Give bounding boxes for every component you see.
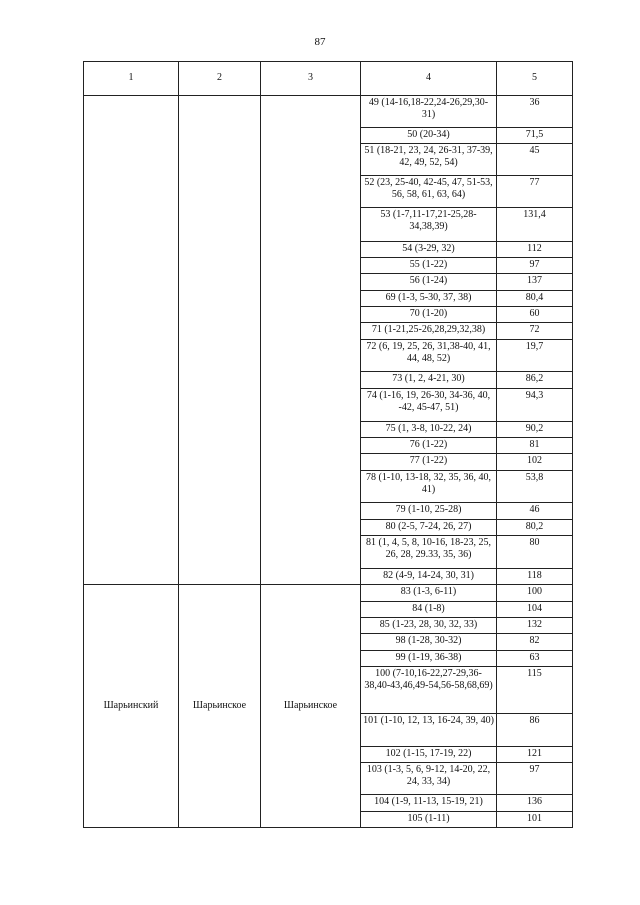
quarter-cell: 49 (14-16,18-22,24-26,29,30-31)	[361, 96, 497, 128]
group-cell-col2: Шарьинское	[179, 585, 261, 828]
quarter-cell: 51 (18-21, 23, 24, 26-31, 37-39, 42, 49, 52, 54)	[361, 144, 497, 176]
group-cell-col3: Шарьинское	[261, 585, 361, 828]
table-row	[84, 585, 573, 602]
page-number: 87	[314, 36, 326, 48]
quarter-cell: 69 (1-3, 5-30, 37, 38)	[361, 291, 497, 307]
group-cell-col1	[84, 96, 179, 585]
value-cell: 46	[497, 503, 573, 520]
data-table	[83, 61, 573, 828]
value-cell: 112	[497, 242, 573, 258]
quarter-cell: 77 (1-22)	[361, 454, 497, 471]
value-cell: 131,4	[497, 208, 573, 242]
quarter-cell: 76 (1-22)	[361, 438, 497, 454]
quarter-cell: 55 (1-22)	[361, 258, 497, 274]
quarter-cell: 80 (2-5, 7-24, 26, 27)	[361, 520, 497, 536]
value-cell: 86	[497, 714, 573, 747]
quarter-cell: 72 (6, 19, 25, 26, 31,38-40, 41, 44, 48, 52)	[361, 340, 497, 372]
quarter-cell: 84 (1-8)	[361, 602, 497, 618]
column-header-3: 3	[261, 62, 361, 96]
group-cell-col2	[179, 96, 261, 585]
quarter-cell: 103 (1-3, 5, 6, 9-12, 14-20, 22, 24, 33, 34)	[361, 763, 497, 795]
group-cell-col1: Шарьинский	[84, 585, 179, 828]
value-cell: 72	[497, 323, 573, 340]
value-cell: 45	[497, 144, 573, 176]
value-cell: 97	[497, 763, 573, 795]
value-cell: 80	[497, 536, 573, 569]
quarter-cell: 54 (3-29, 32)	[361, 242, 497, 258]
quarter-cell: 102 (1-15, 17-19, 22)	[361, 747, 497, 763]
quarter-cell: 53 (1-7,11-17,21-25,28-34,38,39)	[361, 208, 497, 242]
column-header-5: 5	[497, 62, 573, 96]
value-cell: 101	[497, 812, 573, 828]
quarter-cell: 74 (1-16, 19, 26-30, 34-36, 40, -42, 45-47, 51)	[361, 389, 497, 422]
value-cell: 81	[497, 438, 573, 454]
quarter-cell: 104 (1-9, 11-13, 15-19, 21)	[361, 795, 497, 812]
quarter-cell: 100 (7-10,16-22,27-29,36-38,40-43,46,49-54,56-58,68,69)	[361, 667, 497, 714]
value-cell: 63	[497, 651, 573, 667]
value-cell: 100	[497, 585, 573, 602]
value-cell: 136	[497, 795, 573, 812]
quarter-cell: 70 (1-20)	[361, 307, 497, 323]
value-cell: 36	[497, 96, 573, 128]
quarter-cell: 56 (1-24)	[361, 274, 497, 291]
quarter-cell: 98 (1-28, 30-32)	[361, 634, 497, 651]
table-header-row	[84, 62, 573, 96]
column-header-2: 2	[179, 62, 261, 96]
value-cell: 118	[497, 569, 573, 585]
quarter-cell: 105 (1-11)	[361, 812, 497, 828]
value-cell: 102	[497, 454, 573, 471]
quarter-cell: 79 (1-10, 25-28)	[361, 503, 497, 520]
value-cell: 82	[497, 634, 573, 651]
value-cell: 121	[497, 747, 573, 763]
value-cell: 71,5	[497, 128, 573, 144]
value-cell: 97	[497, 258, 573, 274]
value-cell: 104	[497, 602, 573, 618]
quarter-cell: 50 (20-34)	[361, 128, 497, 144]
quarter-cell: 78 (1-10, 13-18, 32, 35, 36, 40, 41)	[361, 471, 497, 503]
column-header-1: 1	[84, 62, 179, 96]
value-cell: 80,4	[497, 291, 573, 307]
quarter-cell: 82 (4-9, 14-24, 30, 31)	[361, 569, 497, 585]
value-cell: 80,2	[497, 520, 573, 536]
value-cell: 86,2	[497, 372, 573, 389]
quarter-cell: 85 (1-23, 28, 30, 32, 33)	[361, 618, 497, 634]
value-cell: 115	[497, 667, 573, 714]
value-cell: 77	[497, 176, 573, 208]
value-cell: 90,2	[497, 422, 573, 438]
column-header-4: 4	[361, 62, 497, 96]
value-cell: 19,7	[497, 340, 573, 372]
quarter-cell: 81 (1, 4, 5, 8, 10-16, 18-23, 25, 26, 28, 29.33, 35, 36)	[361, 536, 497, 569]
group-cell-col3	[261, 96, 361, 585]
value-cell: 137	[497, 274, 573, 291]
table-row	[84, 96, 573, 128]
value-cell: 94,3	[497, 389, 573, 422]
quarter-cell: 83 (1-3, 6-11)	[361, 585, 497, 602]
value-cell: 132	[497, 618, 573, 634]
quarter-cell: 99 (1-19, 36-38)	[361, 651, 497, 667]
quarter-cell: 52 (23, 25-40, 42-45, 47, 51-53, 56, 58, 61, 63, 64)	[361, 176, 497, 208]
quarter-cell: 101 (1-10, 12, 13, 16-24, 39, 40)	[361, 714, 497, 747]
quarter-cell: 73 (1, 2, 4-21, 30)	[361, 372, 497, 389]
value-cell: 60	[497, 307, 573, 323]
quarter-cell: 75 (1, 3-8, 10-22, 24)	[361, 422, 497, 438]
quarter-cell: 71 (1-21,25-26,28,29,32,38)	[361, 323, 497, 340]
value-cell: 53,8	[497, 471, 573, 503]
